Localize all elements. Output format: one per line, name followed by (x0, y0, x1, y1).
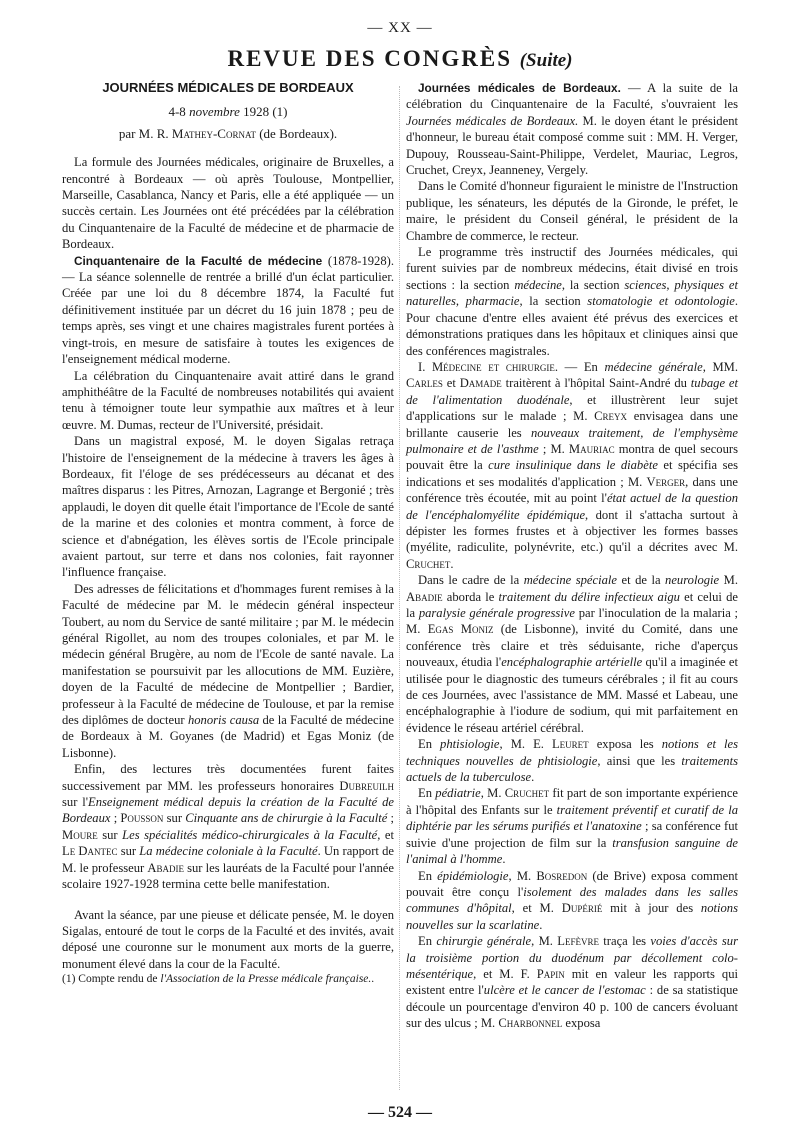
italic-run: médecine (514, 277, 562, 292)
text-run: . (450, 556, 454, 571)
footnote-end: . (371, 973, 375, 986)
page-bottom-number: — 524 — (368, 1104, 432, 1121)
text-run: sur les lauréats de la Faculté pour l'année scolaire 1927-1928 termina cette belle manifestation. (62, 860, 394, 892)
text-run: , la section (561, 277, 625, 292)
text-run: , et M. (511, 901, 562, 916)
person-name: Charbonnel (498, 1016, 563, 1031)
text-run: , et M. F. (473, 966, 537, 981)
text-run: ; (110, 811, 121, 826)
page-top-number: — XX — (367, 20, 433, 36)
person-name: Moure (62, 827, 98, 842)
italic-run: médecine générale (604, 359, 703, 374)
text-run: . (531, 770, 535, 785)
text-run: En (418, 786, 436, 801)
text-run: traitèrent à l'hôpital Saint-André du (501, 376, 691, 391)
title-suite: (Suite) (519, 50, 573, 71)
text-run: , MM. (702, 359, 739, 374)
text-run: Dans le cadre de la (418, 573, 524, 588)
italic-run: neurologie (665, 573, 720, 588)
column-divider (399, 86, 400, 1090)
text-run: (de Lisbonne), invité du Comité, dans une conférence très claire et très séduisante, riche d'aperçus nouveaux, étudia l' (406, 622, 738, 670)
text-run: traça les (598, 934, 651, 949)
text-run: En (418, 737, 441, 752)
text-run: montra de quel secours pouvait être la (406, 441, 738, 473)
italic-run: isolement des malades dans les salles communes d'hôpital (406, 884, 738, 916)
text-run: , et (377, 827, 394, 842)
person-name: Dupérié (561, 901, 603, 916)
person-name: Damade (459, 376, 502, 391)
paragraph-celebration: La célébration du Cinquantenaire avait attiré dans le grand amphithéâtre de la Faculté de nombreuses notabilités qui avaient tenu à témoigner toute leur sympathie aux maîtres et à leur œuvre. M. Dumas, recteur de l'Université, présidait. (62, 368, 394, 432)
text-run: . Pour chacune d'entre elles avaient été prévus des exercices et démonstrations pratiques dans les hôpitaux et cliniques ainsi que des conférences magistrales. (406, 294, 739, 358)
section-heading: I. Médecine et chirurgie. (418, 359, 559, 374)
text-run: , dont il s'attacha surtout à dépister les formes frustes et à objectiver les formes basses (myélite, radiculite, polynévrite, etc.) qu'il a décrites avec M. (406, 507, 738, 555)
paragraph-pediatrie (406, 785, 738, 867)
text-run: : de sa statistique découle un pourcentage d'environ 40 p. 100 de cancers évoluant sur des ulcus ; M. (406, 983, 739, 1031)
italic-run: pédiatrie (435, 786, 481, 801)
text-run: ; sa conférence fut suivie d'une projection de film sur la (406, 819, 738, 850)
italic-run: voies d'accès sur la troisième portion du duodénum par décollement colo-mésentérique (406, 934, 739, 981)
text-run: fit part de son importante expérience à l'hôpital des Enfants sur le (406, 786, 739, 817)
text-run: . (539, 917, 543, 932)
person-name: Le Dantec (62, 844, 118, 859)
text-run: — A la suite de la célébration du Cinquantenaire de la Faculté, s'ouvraient les (406, 81, 739, 112)
italic-run: encéphalographie artérielle (501, 655, 643, 670)
italic-run: phtisiologie (440, 737, 500, 752)
text-run: et spécifia ses indications et ses modalités d'application ; M. (406, 458, 738, 489)
italic-run: sciences, physiques et naturelles, pharmacie (406, 277, 738, 309)
text-run: et de la (617, 573, 666, 588)
text-run: ; M. (538, 441, 569, 456)
date-year: 1928 (1) (239, 104, 288, 120)
paragraph-text: (1878-1928). — La séance solennelle de rentrée a brillé d'un éclat particulier. Créée par une loi du 8 décembre 1874, la Faculté fut définitivement instituée par un décret du 16 juin 1878 ; peu de temps après, ses vingt et une chaires magistrales furent portées à vingt-trois, en mesure de satisfaire à toutes les exigences de l'enseignement médical moderne. (62, 253, 394, 367)
author-name: Mathey-Cornat (171, 125, 256, 141)
person-name: Cruchet (504, 786, 550, 801)
italic-run: traitement préventif et curatif de la diphtérie par les sérums purifiés et l'anatoxine (406, 802, 738, 834)
paragraph-intro: La formule des Journées médicales, originaire de Bruxelles, a rencontré à Bordeaux — où après Toulouse, Montpellier, Marseille, Casablanca, Nancy et Paris, elle a été appliquée — un succès certain. Les Journées ont été précédées par la célébration du Cinquantenaire de la Faculté de médecine et de pharmacie de Bordeaux. (62, 155, 394, 252)
italic-run: tubage et de l'alimentation duodénale (406, 376, 739, 407)
italic-run: paralysie générale progressive (418, 606, 575, 620)
italic-run: traitements actuels de la tuberculose (406, 753, 738, 785)
text-run: — En (558, 359, 605, 374)
footnote-text: (1) Compte rendu de (62, 973, 161, 986)
text-run: , M. (531, 934, 558, 949)
italic-run: Journées médicales de Bordeaux. (406, 113, 579, 128)
paragraph-comite: Dans le Comité d'honneur figuraient le ministre de l'Instruction publique, les sénateurs, les députés de la Gironde, le préfet, le maire, le président du Conseil général, le président de la Chambre de commerce, le recteur. (406, 179, 738, 243)
paragraph-expose: Dans un magistral exposé, M. le doyen Sigalas retraça l'histoire de l'enseignement de la médecine à travers les âges à Bordeaux, fit l'éloge de ses prédécesseurs au décanat et des maîtres disparus : les Pitres, Arnozan, Lagrange et Bergonié ; très applaudi, le doyen dit quelle était l'importance de l'Ecole de santé de la marine et des colonies et montra comment, à force de science et d'abnégation, les élèves sortis de l'Ecole principale avaient partout, sur terre et dans nos colonies, fait rayonner l'influence française. (62, 434, 394, 580)
run-in-heading: Cinquantenaire de la Faculté de médecine (74, 253, 323, 268)
italic-run: état actuel de la question de l'encéphalomyélite épidémique (406, 491, 739, 522)
author-city: (de Bordeaux). (255, 125, 338, 141)
text-run: sur (117, 844, 140, 859)
italic-run: cure insulinique dans le diabète (488, 458, 658, 473)
page-title (0, 46, 800, 72)
person-name: Leuret (551, 737, 589, 752)
text-run: qu'il a imaginée et utilisée pour le diagnostic des tumeurs cérébrales ; il fit au cours de ces Journées, avec l'assistance de MM. Massé et Labeau, une encéphalographie à l'iodure de sodium, qui mit parfaitement en évidence le réseau artériel cérébral. (406, 655, 738, 735)
italic-run: La médecine coloniale à la Faculté (139, 844, 318, 859)
text-run: M. le doyen étant le président d'honneur, le bureau était composé comme suit : MM. H. Verger, Dupouy, Rousseau-Saint-Philippe, Verdelet, Mauriac, Legros, Cruchet, Creyx, Jeanneney, Vergely. (406, 113, 738, 178)
paragraph-couronne: Avant la séance, par une pieuse et délicate pensée, M. le doyen Sigalas, entouré de tout le corps de la Faculté et des invités, avait déposé une couronne sur le monument aux morts de la guerre, monument élevé dans la cour de la Faculté. (62, 907, 394, 971)
italic-run: stomatologie et odontologie (587, 294, 735, 309)
right-column (406, 80, 738, 1032)
text-run: sur (163, 811, 186, 826)
footnote-source: l'Association de la Presse médicale française. (160, 973, 372, 986)
text-run: Le programme très instructif des Journées médicales, qui furent suivies par de nombreux médecins, était divisé en trois sections : la section (406, 245, 738, 292)
italic-run: notions nouvelles sur la scarlatine (406, 901, 739, 932)
date-month: novembre (189, 104, 240, 120)
text-run: En (418, 934, 437, 949)
text-run: . Un rapport de M. le professeur (62, 844, 394, 875)
text-run: mit à jour des (602, 901, 701, 916)
text-run: exposa (562, 1016, 601, 1031)
italic-run: honoris causa (187, 713, 260, 728)
paragraph-lectures (62, 761, 394, 892)
italic-run: traitement du délire infectieux aigu (498, 589, 680, 604)
text-run: , la section (519, 294, 588, 309)
text-run: Enfin, des lectures très documentées furent faites successivement par MM. les professeurs honoraires (62, 762, 394, 793)
left-column (62, 80, 394, 986)
text-run: exposa les (588, 737, 662, 752)
text-run: En (418, 868, 438, 883)
person-name: Lefèvre (557, 934, 599, 949)
text-run: envisagea dans une brillante causerie les (406, 409, 738, 440)
person-name: Dubreuilh (339, 778, 394, 793)
author-line (62, 126, 394, 142)
footnote (62, 972, 394, 986)
italic-run: nouveaux traitement, de l'emphysème pulmonaire et de l'asthme (406, 425, 738, 456)
italic-run: transfusion sanguine de l'animal à l'homme (406, 835, 738, 867)
date-line (62, 104, 394, 120)
paragraph-programme (406, 244, 738, 359)
run-in-heading: Journées médicales de Bordeaux. (418, 81, 621, 95)
paragraph-phtisiologie (406, 736, 738, 785)
person-name: Mauriac (568, 441, 615, 456)
text-run: ; (387, 811, 395, 826)
text-run: Des adresses de félicitations et d'hommages furent remises à la Faculté de médecine par M. le médecin général inspecteur Toubert, au nom du Service de santé militaire ; par M. le médecin général Rigollet, au nom des troupes coloniales, et par M. le médecin général Brugère, au nom de l'Ecole de santé navale. La manifestation se poursuivit par les allocutions de MM. Euzière, doyen de la Faculté de médecine de Montpellier ; Bardier, professeur à la Faculté de médecine de Toulouse, et par la remise des diplômes de docteur (62, 581, 394, 728)
text-run: (de Brive) exposa comment pouvait être conçu l' (406, 868, 738, 899)
italic-run: Enseignement médical depuis la création de la Faculté de Bordeaux (62, 795, 395, 826)
text-run: M. (719, 573, 738, 588)
italic-run: notions et les techniques nouvelles de phtisiologie (406, 737, 738, 768)
text-run: et (442, 376, 460, 391)
text-run: mit en valeur les rapports qui existent entre l' (406, 966, 739, 998)
text-run: , ainsi que les (597, 753, 682, 768)
italic-run: médecine spéciale (523, 573, 617, 588)
text-run: de la Faculté de médecine de Bordeaux à M. Goyanes (de Madrid) et Egas Moniz (de Lisbonne). (62, 713, 394, 760)
italic-run: épidémiologie (437, 868, 509, 883)
date-part: 4-8 (168, 104, 190, 120)
person-name: Papin (536, 966, 565, 981)
person-name: Abadie (147, 860, 184, 875)
text-run: , M. (480, 786, 505, 801)
paragraph-epidemiologie (406, 868, 738, 934)
text-run: , M. E. (499, 737, 552, 752)
text-run: , M. (508, 868, 537, 883)
person-name: Egas Moniz (427, 622, 494, 637)
title-text: REVUE DES CONGRÈS (227, 46, 512, 71)
italic-run: chirurgie générale (436, 934, 532, 949)
spacer (62, 893, 394, 907)
person-name: Cruchet (406, 556, 451, 571)
text-run: sur (97, 827, 123, 842)
person-name: Creyx (594, 409, 628, 424)
italic-run: Cinquante ans de chirurgie à la Faculté (185, 811, 388, 826)
person-name: Verger (646, 474, 686, 489)
text-run: aborda le (442, 589, 499, 604)
text-run: sur l' (62, 795, 89, 810)
text-run: et celui de la (406, 589, 738, 620)
text-run: par l'inoculation de la malaria ; M. (406, 606, 738, 637)
person-name: Abadie (406, 589, 443, 604)
text-run: , et illustrèrent leur sujet d'applications sur le malade ; M. (406, 392, 738, 424)
paragraph-cinquantenaire (62, 253, 394, 368)
paragraph-neurologie (406, 572, 738, 736)
italic-run: Les spécialités médico-chirurgicales à la Faculté (122, 827, 378, 842)
author-prefix: par M. R. (118, 125, 172, 141)
person-name: Pousson (120, 811, 164, 826)
paragraph-journees (406, 80, 738, 178)
paragraph-medecine (406, 359, 738, 572)
italic-run: ulcère et le cancer de l'estomac (483, 983, 646, 998)
paragraph-chirurgie (406, 933, 738, 1031)
person-name: Bosredon (536, 868, 588, 883)
text-run: , dans une conférence très écoutée, mit au point l' (406, 474, 738, 506)
text-run: . (502, 852, 506, 867)
section-title: JOURNÉES MÉDICALES DE BORDEAUX (102, 80, 354, 95)
person-name: Carles (406, 376, 443, 391)
paragraph-adresses (62, 581, 394, 761)
